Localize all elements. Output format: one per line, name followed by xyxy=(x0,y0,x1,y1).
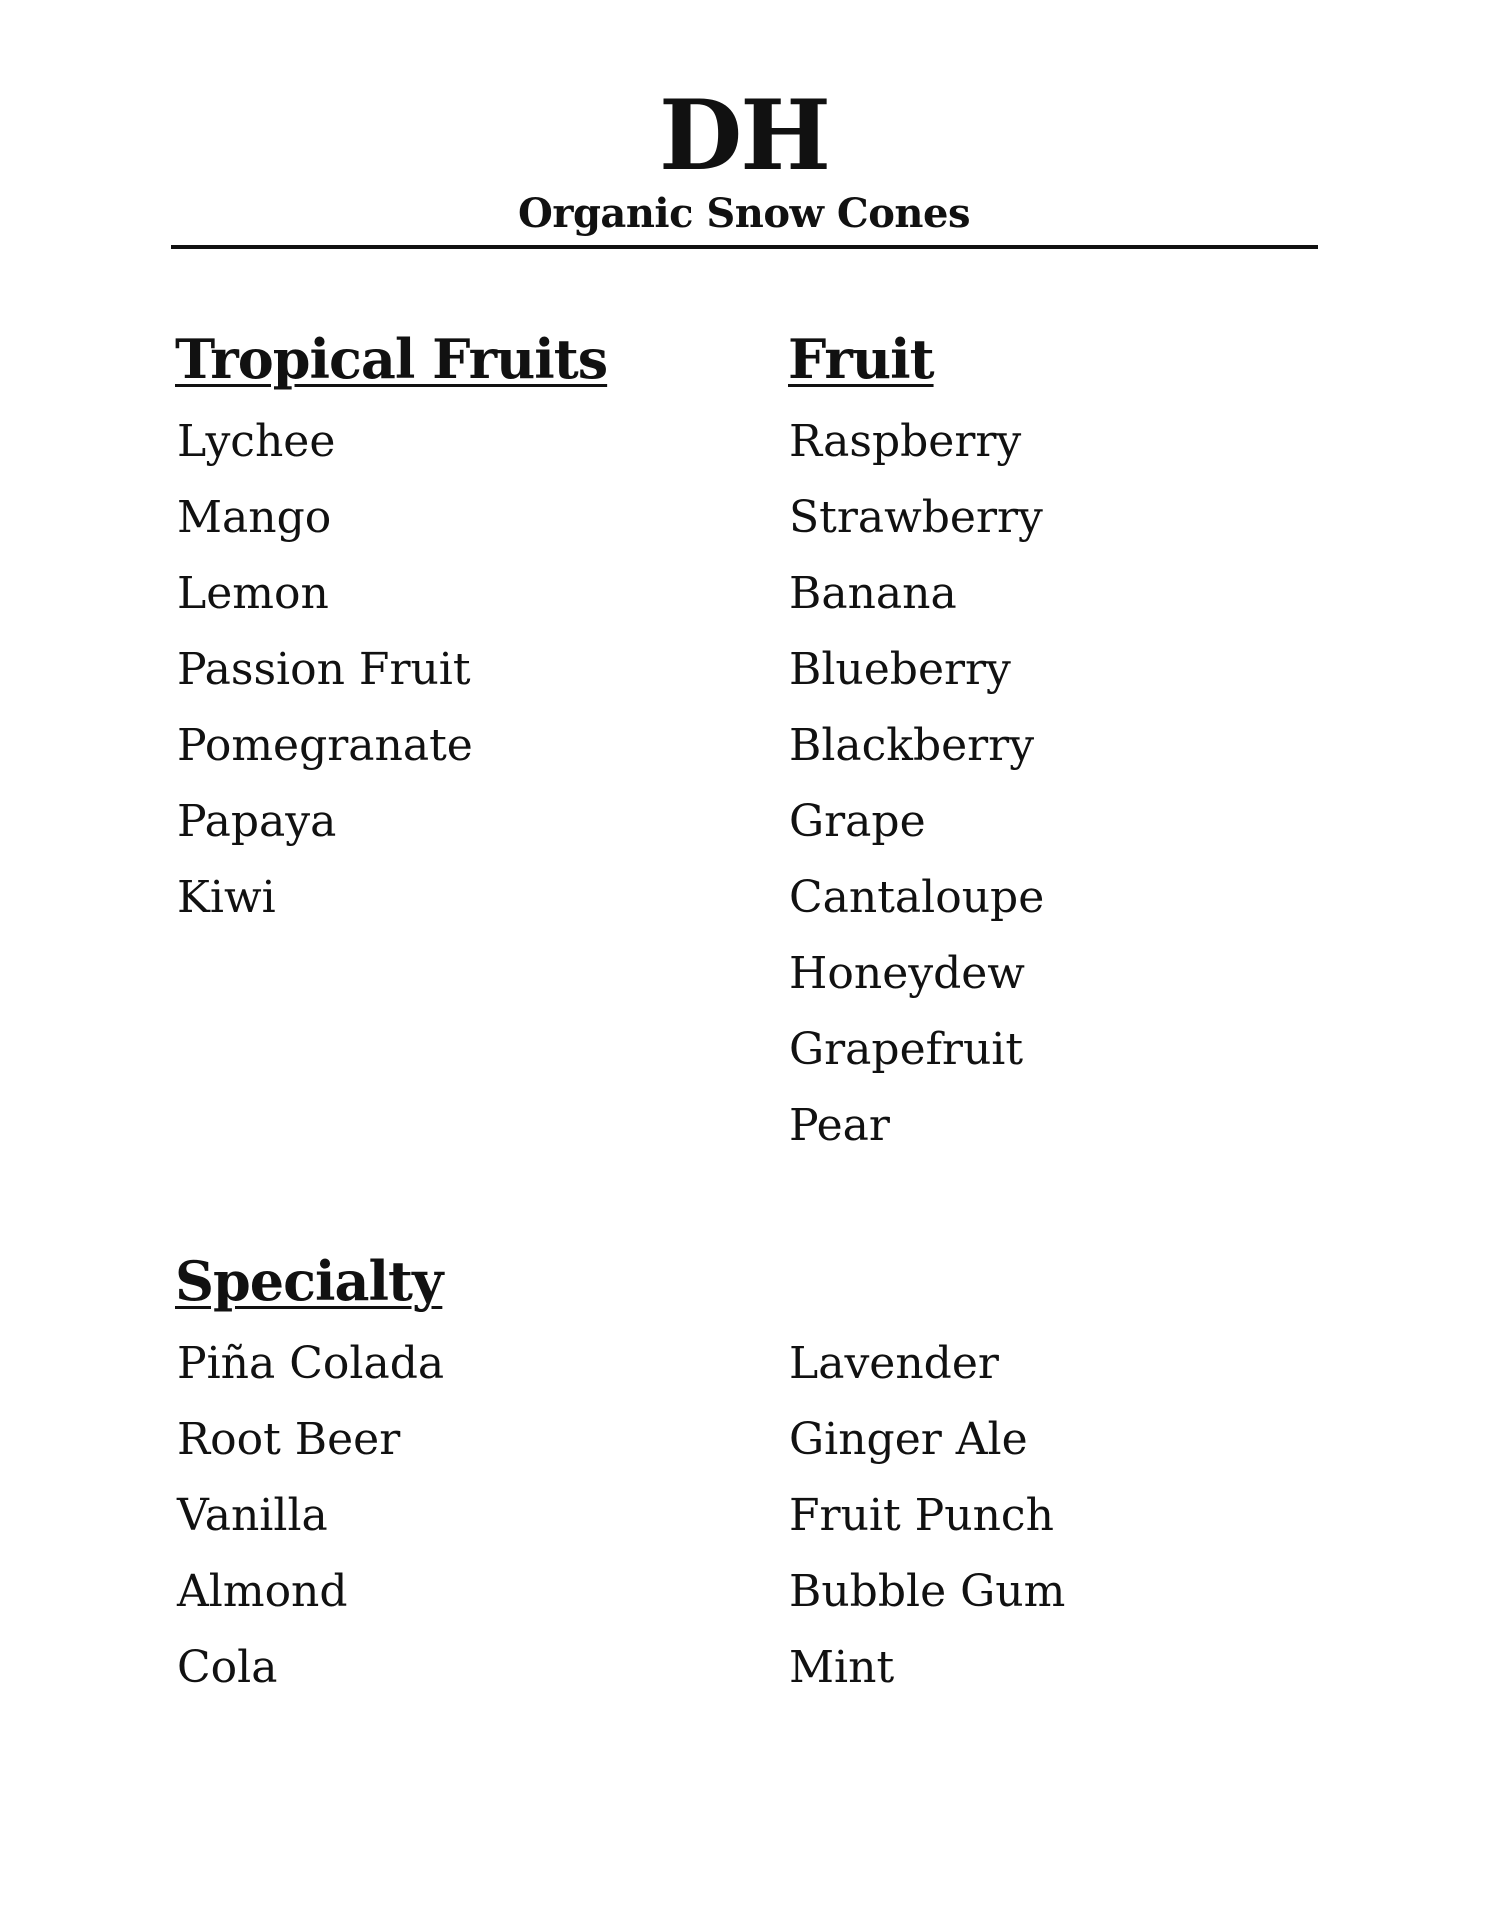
list-item: Ginger Ale xyxy=(789,1414,1028,1465)
list-item: Piña Colada xyxy=(177,1338,445,1389)
list-item: Lemon xyxy=(177,568,329,619)
page-subtitle: Organic Snow Cones xyxy=(518,190,970,237)
list-item: Strawberry xyxy=(789,492,1043,543)
list-item: Mint xyxy=(789,1642,895,1693)
list-item: Cantaloupe xyxy=(789,872,1045,923)
list-item: Lychee xyxy=(177,416,336,467)
list-item: Pear xyxy=(789,1100,890,1151)
list-item: Fruit Punch xyxy=(789,1490,1054,1541)
list-item: Lavender xyxy=(789,1338,999,1389)
list-item: Mango xyxy=(177,492,332,543)
list-item: Banana xyxy=(789,568,957,619)
list-item: Blackberry xyxy=(789,720,1035,771)
list-item: Papaya xyxy=(177,796,337,847)
fruit-list xyxy=(789,418,1044,1178)
header-divider xyxy=(171,245,1318,249)
section-title-tropical-fruits: Tropical Fruits xyxy=(175,327,608,391)
specialty-list-left xyxy=(177,1340,444,1720)
list-item: Bubble Gum xyxy=(789,1566,1066,1617)
list-item: Raspberry xyxy=(789,416,1022,467)
list-item: Blueberry xyxy=(789,644,1011,695)
list-item: Grape xyxy=(789,796,926,847)
list-item: Grapefruit xyxy=(789,1024,1024,1075)
section-title-fruit: Fruit xyxy=(788,327,934,391)
list-item: Passion Fruit xyxy=(177,644,471,695)
specialty-list-right xyxy=(789,1340,1065,1720)
logo: DH xyxy=(659,79,829,192)
list-item: Vanilla xyxy=(177,1490,328,1541)
tropical-fruits-list xyxy=(177,418,473,950)
list-item: Pomegranate xyxy=(177,720,473,771)
list-item: Honeydew xyxy=(789,948,1025,999)
section-title-specialty: Specialty xyxy=(175,1249,443,1313)
list-item: Kiwi xyxy=(177,872,276,923)
list-item: Almond xyxy=(177,1566,348,1617)
list-item: Root Beer xyxy=(177,1414,401,1465)
list-item: Cola xyxy=(177,1642,278,1693)
